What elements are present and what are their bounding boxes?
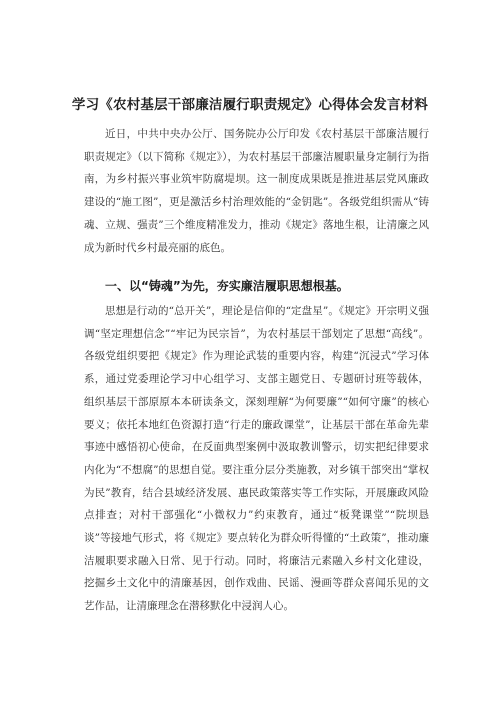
section-1-paragraph: 思想是行动的“总开关”，理论是信仰的“定盘星”。《规定》开宗明义强调“坚定理想信念”“牢记为民宗旨”，为农村基层干部划定了思想“高线”。各级党组织要把《规定》作为理论武装的重要内容，构建“沉浸式”学习体系，通过党委理论学习中心组学习、支部主题党日、专题研讨班等载体，组织基层干部原原本本研读条文，深刻理解“为何要廉”“如何守廉”的核心要义；依托本地红色资源打造“行走的廉政课堂”，让基层干部在革命先辈事迹中感悟初心使命，在反面典型案例中汲取教训警示，切实把纪律要求内化为“不想腐”的思想自觉。要注重分层分类施教，对乡镇干部突出“掌权为民”教育，结合县域经济发展、惠民政策落实等工作实际，开展廉政风险点排查；对村干部强化“小微权力”约束教育，通过“板凳课堂”“院坝恳谈”等接地气形式，将《规定》要点转化为群众听得懂的“土政策”，推动廉洁履职要求融入日常、见于行动。同时，将廉洁元素融入乡村文化建设，挖掘乡土文化中的清廉基因，创作戏曲、民谣、漫画等群众喜闻乐见的文艺作品，让清廉理念在潜移默化中浸润人心。 xyxy=(84,305,429,613)
document-title: 学习《农村基层干部廉洁履行职责规定》心得体会发言材料 xyxy=(71,97,429,113)
section-heading-1: 一、以“铸魂”为先，夯实廉洁履职思想根基。 xyxy=(105,279,349,293)
intro-paragraph: 近日，中共中央办公厅、国务院办公厅印发《农村基层干部廉洁履行职责规定》（以下简称《规定》），为农村基层干部廉洁履职量身定制行为指南，为乡村振兴事业筑牢防腐堤坝。这一制度成果既是推进基层党风廉政建设的“施工图”，更是激活乡村治理效能的“金钥匙”。各级党组织需从“铸魂、立规、强责”三个维度精准发力，推动《规定》落地生根，让清廉之风成为新时代乡村最亮丽的底色。 xyxy=(84,128,429,254)
